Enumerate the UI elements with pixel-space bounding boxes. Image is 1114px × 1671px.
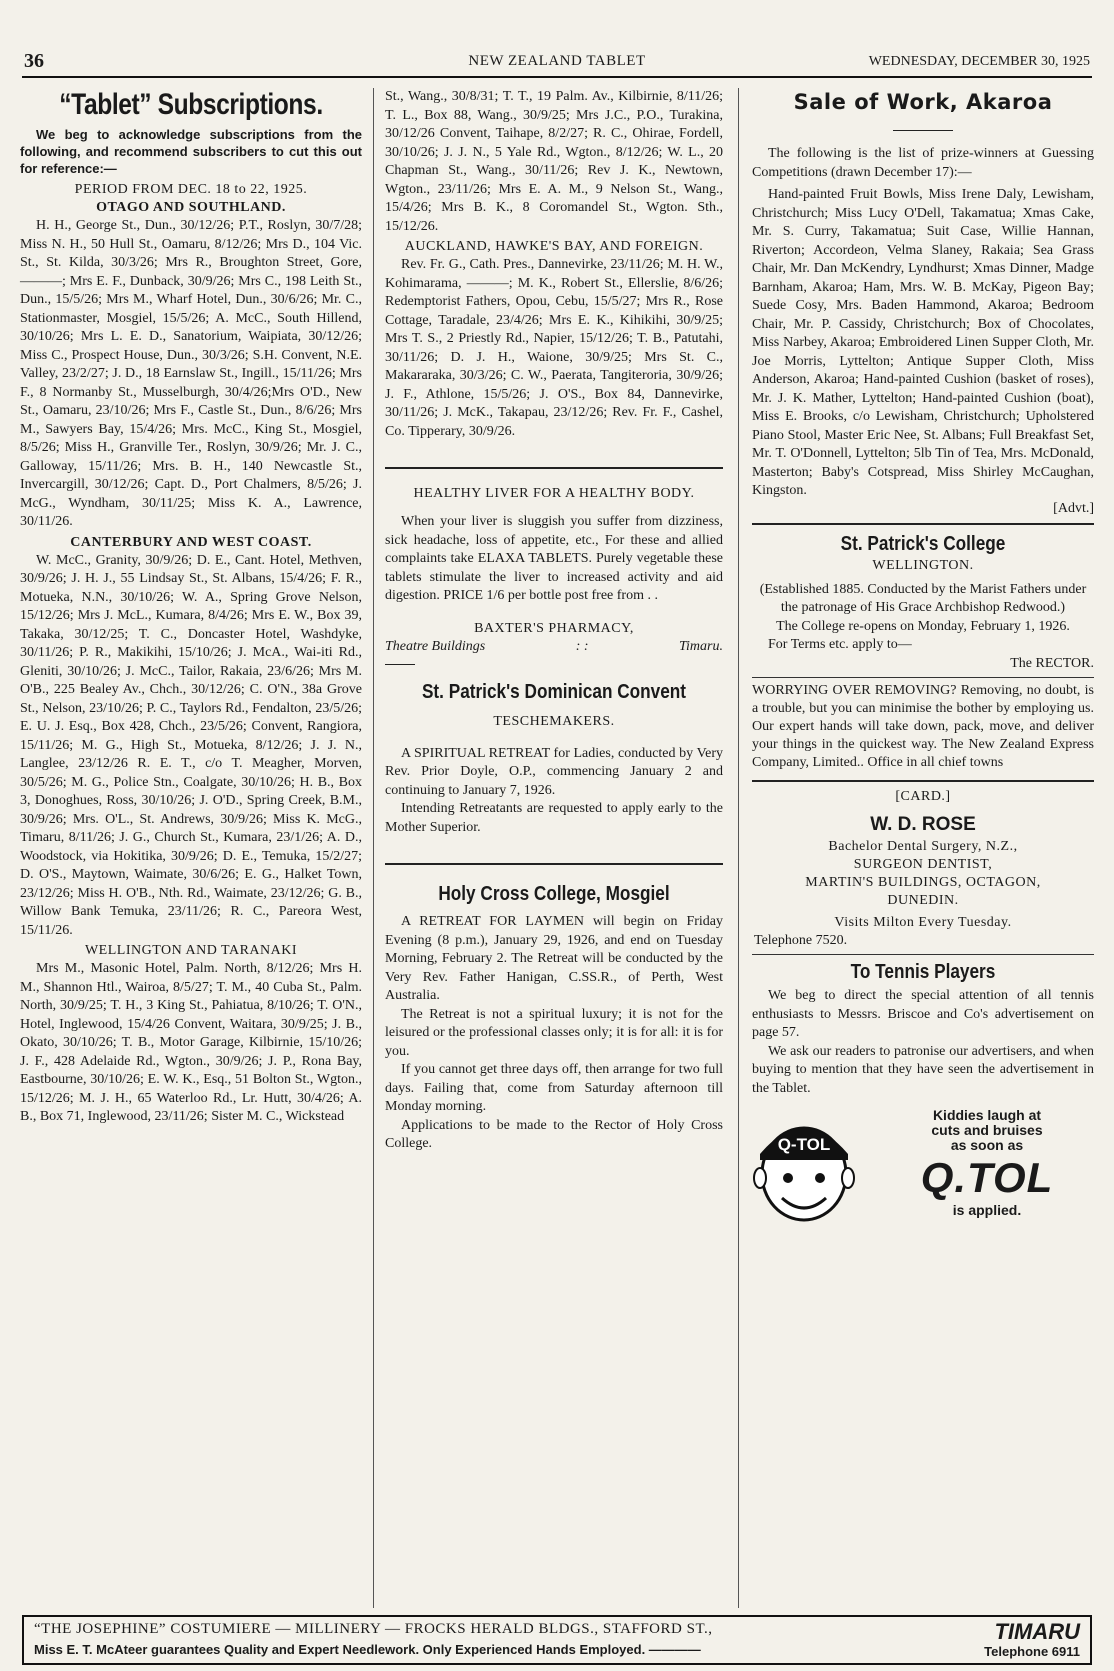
qtol-line-2: cuts and bruises bbox=[931, 1122, 1043, 1138]
convent-paragraph-2: Intending Retreatants are requested to apply early to the Mother Superior. bbox=[385, 801, 723, 835]
section-rule bbox=[752, 523, 1094, 525]
page-header bbox=[22, 50, 1092, 78]
column-1 bbox=[20, 88, 362, 1127]
convent-heading: St. Patrick's Dominican Convent bbox=[421, 680, 687, 703]
qtol-slogan bbox=[880, 1108, 1094, 1218]
pharmacy-name: BAXTER'S PHARMACY, bbox=[474, 620, 634, 636]
sale-heading: Sale of Work, Akaroa bbox=[793, 90, 1053, 114]
subscriptions-wellington: Mrs M., Masonic Hotel, Palm. North, 8/12/26; Mrs H. M., Shannon Htl., Wairoa, 8/5/27; T. M., 40 Cuba St., Palm. North, 30/9/25; T. H., 3 King St., Pahiatua, 8/10/26; T. O'N., Hotel, Inglewood, 15/4/26 Convent, Waitara, 30/9/25; J. B., Okato, 30/10/26; T. B., Motor Garage, Kilbirnie, 15/10/26; J. F., 428 Adelaide Rd., Wgton., 30/9/26; J. P., Rona Bay, Eastbourne, 30/10/26; E. W. K., Esq., 51 Bolton St., Wgton., 15/12/26; M. J. H., 65 Waterloo Rd., Lr. Hutt, 30/4/26; A. B., Box 71, Inglewood, 23/11/26; Sister M. C., Wickstead bbox=[20, 961, 362, 1124]
card-line-5: Visits Milton Every Tuesday. bbox=[834, 915, 1012, 930]
short-rule bbox=[893, 130, 953, 131]
pharmacy-separator: : : bbox=[575, 638, 589, 654]
card-name: W. D. ROSE bbox=[870, 814, 976, 835]
removing-notice: WORRYING OVER REMOVING? Removing, no doubt, is a trouble, but you can minimise the bother by employing us. Our expert hands will take down, pack, move, and deliver your things in the quickest way. The New Zealand Express Company, Limited.. Office in all chief towns bbox=[752, 683, 1094, 770]
card-line-1: Bachelor Dental Surgery, N.Z., bbox=[828, 839, 1018, 854]
period-line: PERIOD FROM DEC. 18 to 22, 1925. bbox=[74, 182, 308, 197]
section-rule bbox=[752, 677, 1094, 678]
region-heading-auckland: AUCKLAND, HAWKE'S BAY, AND FOREIGN. bbox=[404, 239, 704, 254]
qtol-line-4: is applied. bbox=[952, 1202, 1022, 1218]
convent-paragraph-1: A SPIRITUAL RETREAT for Ladies, conducted by Very Rev. Prior Doyle, O.P., commencing January 2 and continuing to January 7, 1926. bbox=[385, 745, 723, 798]
stpatricks-college-rector: The RECTOR. bbox=[1010, 655, 1094, 671]
sale-intro: The following is the list of prize-winners at Guessing Competitions (drawn December 17):— bbox=[752, 146, 1094, 180]
page-number: 36 bbox=[24, 50, 44, 72]
holycross-paragraph-2: The Retreat is not a spiritual luxury; it is not for the leisured or the professional classes only; it is for all: it is for you. bbox=[385, 1006, 723, 1059]
section-rule bbox=[385, 467, 723, 469]
publication-title: NEW ZEALAND TABLET bbox=[468, 53, 646, 69]
subscriptions-otago: H. H., George St., Dun., 30/12/26; P.T., Roslyn, 30/7/28; Miss N. H., 50 Hull St., Oamaru, 8/12/26; Mrs D., 104 Vic. St., St. Kilda, 30/3/26; Mrs R., Broughton Street, Gore, ———; Mrs E. F., Dunback, 30/9/26; Mrs C., 198 Leith St., Dun., 15/5/26; Mrs M., Wharf Hotel, Dun., 30/6/26; Mr. C., Stationmaster, Mosgiel, 15/5/26; A. McC., South Hillend, 30/10/26; Mrs L. E. D., Sanatorium, Waipiata, 30/12/26; Miss C., Prospect House, Dun., 30/3/26; S.H. Convent, N.E. Valley, 23/2/27; J. D., 18 Earnslaw St., Ingill., 15/11/26; Mrs F., 8 Normanby St., Musselburgh, 30/4/26;Mrs O'D., New St., Oamaru, 23/10/26; Mrs F., Castle St., Dun., 8/6/26; Mrs M., Sawyers Bay, 15/4/26; Mrs. McC., King St., Mosgiel, 8/5/26; Miss H., Granville Ter., Roslyn, 30/9/26; Mr. J. C., Galloway, 15/11/26; Mrs. B. H., 140 Newcastle St., Invercargill, 30/12/26; Capt. D., Port Chalmers, 8/5/26; J. McG., Wyndham, 30/11/25; Miss K. A., Lawrence, 30/11/26. bbox=[20, 218, 362, 529]
holycross-paragraph-4: Applications to be made to the Rector of Holy Cross College. bbox=[385, 1117, 723, 1151]
qtol-advert bbox=[752, 1106, 1094, 1238]
card-line-6: Telephone 7520. bbox=[754, 933, 848, 948]
region-heading-wellington: WELLINGTON AND TARANAKI bbox=[84, 943, 298, 958]
josephine-town: TIMARU bbox=[994, 1619, 1080, 1644]
stpatricks-college-terms: For Terms etc. apply to— bbox=[768, 637, 912, 652]
pharmacy-address bbox=[385, 638, 723, 656]
convent-place: TESCHEMAKERS. bbox=[493, 713, 615, 729]
stpatricks-college-heading: St. Patrick's College bbox=[840, 532, 1006, 555]
section-rule bbox=[752, 780, 1094, 782]
subscriptions-canterbury: W. McC., Granity, 30/9/26; D. E., Cant. Hotel, Methven, 30/9/26; J. H. J., 55 Lindsay St., St. Albans, 15/4/26; F. R., Motueka, N.N., 30/10/26; W. A., Spring Grove Nelson, 15/12/26; Mrs J. McL., Kumara, 8/4/26; Mrs E. W., Box 39, Takaka, 30/12/25; T. C., Doncaster Hotel, Washdyke, 30/11/26; P. R., Makikihi, 15/10/26; J. McA., Wai-iti Rd., Gleniti, 30/10/26; J. McC., Tailor, Rakaia, 23/6/26; Mrs M. O'B., 225 Bealey Av., Chch., 30/12/26; C. O'N., 38a Grove St., Nelson, 23/10/26; P. C., Taylors Rd., Fendalton, 23/5/26; E. U. J. Esq., Box 428, Chch., 23/5/26; Convent, Rangiora, 15/11/26; M. G., High St., Motueka, 8/12/26; J. J. N., Langlee, 23/12/26 R. E. T., c/o T. Meagher, Morven, 30/5/26; M. G., Police Stn., Coalgate, 30/10/26; H. B., Box 3, Donoghues, Ross, 30/10/26; J. O'D., Spring Creek, B.M., 30/9/26; Mrs. O'L., St. Andrews, 30/9/26; Miss K. McG., Timaru, 8/11/26; J. G., Church St., Kumara, 23/1/26; A. D., Woodstock, via Hokitika, 30/9/26; D. E., Temuka, 15/2/27; D. O'S., Maytown, Waimate, 30/6/26; E. G., Halket Town, 23/12/26; Miss H. O'B., Nth. Rd., Waimate, 23/12/26; G. B., Willow Bank Temuka, 23/11/26; R. C., Pareora West, 15/11/26. bbox=[20, 552, 362, 938]
short-rule bbox=[385, 664, 415, 665]
stpatricks-college-reopen: The College re-opens on Monday, February 1, 1926. bbox=[776, 618, 1070, 634]
child-face-icon bbox=[752, 1106, 856, 1226]
card-line-4: DUNEDIN. bbox=[887, 893, 959, 908]
holycross-paragraph-3: If you cannot get three days off, then arrange for two full days. Failing that, come from Saturday afternoon till Monday morning. bbox=[385, 1062, 723, 1114]
tennis-heading: To Tennis Players bbox=[850, 961, 996, 983]
subscriptions-intro: We beg to acknowledge subscriptions from the following, and recommend subscribers to cut this out for reference:— bbox=[20, 127, 362, 176]
column-divider bbox=[373, 88, 374, 1608]
subscriptions-heading: “Tablet” Subscriptions. bbox=[59, 88, 323, 121]
josephine-line-2: Miss E. T. McAteer guarantees Quality and Expert Needlework. Only Experienced Hands Employed. ———— bbox=[34, 1642, 701, 1657]
column-2 bbox=[385, 88, 723, 1154]
qtol-line-1: Kiddies laugh at bbox=[932, 1107, 1042, 1123]
pharmacy-place-b: Timaru. bbox=[679, 638, 723, 654]
stpatricks-college-place: WELLINGTON. bbox=[872, 557, 974, 573]
card-line-3: MARTIN'S BUILDINGS, OCTAGON, bbox=[805, 875, 1041, 890]
tennis-paragraph-2: We ask our readers to patronise our advertisers, and when buying to mention that they have seen the advertisement in the Tablet. bbox=[752, 1043, 1094, 1096]
liver-heading: HEALTHY LIVER FOR A HEALTHY BODY. bbox=[413, 486, 695, 501]
holycross-heading: Holy Cross College, Mosgiel bbox=[438, 883, 670, 905]
subscriptions-auckland: Rev. Fr. G., Cath. Pres., Dannevirke, 23/11/26; M. H. W., Kohimarama, ———; M. K., Robert St., Ellerslie, 8/6/26; Redemptorist Fathers, Opou, Cebu, 15/5/27; Mrs R., Rose Cottage, Taradale, 23/4/26; Mrs E. K., Kihikihi, 30/9/25; Mrs T. S., 2 Priestly Rd., Napier, 15/12/26; T. B., Patutahi, 30/11/26; D. J. H., Waione, 30/9/25; Mrs St. C., Makararaka, 30/3/26; C. W., Paerata, Tangiteroria, 30/9/26; J. F., Athlone, 15/5/26; J. O'S., Box 84, Dannevirke, 30/11/26; J. McK., Takapau, 23/12/26; Rev. Fr. F., Cashel, Co. Tipperary, 30/9/26. bbox=[385, 257, 723, 439]
section-rule bbox=[752, 954, 1094, 955]
issue-date: WEDNESDAY, DECEMBER 30, 1925 bbox=[868, 54, 1090, 69]
card-line-2: SURGEON DENTIST, bbox=[853, 857, 993, 872]
qtol-line-3: as soon as bbox=[950, 1137, 1024, 1153]
card-label: [CARD.] bbox=[895, 789, 951, 804]
advt-tag: [Advt.] bbox=[1053, 500, 1094, 516]
sale-winners: Hand-painted Fruit Bowls, Miss Irene Daly, Lewisham, Christchurch; Miss Lucy O'Dell, Takamatua; Xmas Cake, Mr. S. Curry, Takamatua; Suit Case, Willie Hannan, Riverton; Accordeon, Velma Slaney, Rakaia; Sea Grass Chair, Mr. Dan McKendry, Lyndhurst; Xmas Dinner, Madge Barnham, Akaroa; Ham, Mrs. W. B. McKay, Pigeon Bay; Suede Cosy, Mrs. Baden Hammond, Akaroa; Bedroom Chair, Mr. P. Cassidy, Christchurch; Box of Chocolates, Miss Narbey, Akaroa; Embroidered Linen Supper Cloth, Mr. Joe Morris, Lyttelton; Antique Supper Cloth, Miss Anderson, Akaroa; Hand-painted Cushion (basket of roses), Mr. J. K. Mather, Lyttelton; Hand-painted Cushion (boat), Miss E. Brooks, c/o Lewisham, Christchurch; Upholstered Piano Stool, Master Eric Nee, St. Albans; Full Breakfast Set, Mr. T. O'Donnell, Lyttelton; 5lb Tin of Tea, Mrs. McDonald, Masterton; Baby's Cotspread, Miss Shirley McCaughan, Kingston. bbox=[752, 187, 1094, 498]
qtol-brand: Q.TOL bbox=[920, 1154, 1054, 1201]
holycross-paragraph-1: A RETREAT FOR LAYMEN will begin on Friday Evening (8 p.m.), January 29, 1926, and end on Tuesday Morning, February 2. The Retreat will be conducted by the Very Rev. Father Hanigan, C.SS.R., of Perth, West Australia. bbox=[385, 914, 723, 1003]
josephine-advert bbox=[22, 1615, 1092, 1665]
qtol-cap-label: Q-TOL bbox=[777, 1135, 831, 1154]
pharmacy-place-a: Theatre Buildings bbox=[385, 638, 486, 654]
liver-body: When your liver is sluggish you suffer from dizziness, sick headache, loss of appetite, etc., For these and allied complaints take ELAXA TABLETS. Purely vegetable these tablets stimulate the liver to increased activity and aid digestion. PRICE 1/6 per bottle post free from . . bbox=[385, 514, 723, 603]
column-3 bbox=[752, 88, 1094, 1238]
region-heading-otago: OTAGO AND SOUTHLAND. bbox=[96, 200, 286, 215]
josephine-telephone: Telephone 6911 bbox=[984, 1644, 1080, 1659]
section-rule bbox=[385, 863, 723, 865]
tennis-paragraph-1: We beg to direct the special attention of all tennis enthusiasts to Messrs. Briscoe and Co's advertisement on page 57. bbox=[752, 988, 1094, 1040]
column-divider bbox=[738, 88, 739, 1608]
josephine-line-1: “THE JOSEPHINE” COSTUMIERE — MILLINERY — FROCKS HERALD BLDGS., STAFFORD ST., bbox=[34, 1621, 713, 1637]
region-heading-canterbury: CANTERBURY AND WEST COAST. bbox=[70, 534, 312, 550]
subscriptions-continued: St., Wang., 30/8/31; T. T., 19 Palm. Av., Kilbirnie, 8/11/26; T. L., Box 88, Wang., 30/9/25; Mrs J.C., P.O., Turakina, 30/12/26 Convent, Taihape, 8/2/27; R. C., Ohirae, Fordell, 30/10/26; J. J. N., 5 Yale Rd., Wgton., 8/12/26; W. L., 20 Chapman St., Wang., 30/11/26; Rev J. K., Newtown, Wgton., 23/11/26; Mrs E. A. M., 9 Nelson St., Wang., 15/4/26; Mrs B. K., 8 Coromandel St., Wgton. Sth., 15/12/26. bbox=[385, 89, 723, 234]
stpatricks-college-established: (Established 1885. Conducted by the Marist Fathers under the patronage of His Grace Archbishop Redwood.) bbox=[759, 581, 1087, 615]
